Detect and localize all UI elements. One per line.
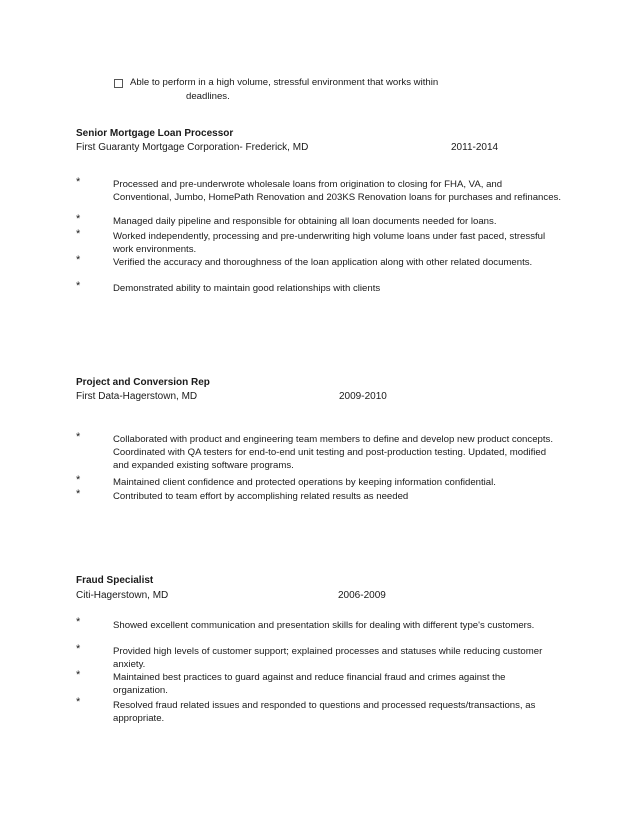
job-dates: 2011-2014 xyxy=(451,142,499,153)
job-dates: 2009-2010 xyxy=(339,391,387,402)
bullet-marker: * xyxy=(76,254,81,266)
checkbox-bullet-icon xyxy=(114,79,123,88)
job-company: Citi-Hagerstown, MD xyxy=(76,590,169,601)
job-bullet: Collaborated with product and engineering team members to define and develop new product concepts. Coordinated with QA testers for end-to-end unit testing and post-production testing. Updated, modified and expanded existing software programs. xyxy=(113,434,553,471)
bullet-marker: * xyxy=(76,176,81,188)
job-bullet: Worked independently, processing and pre-underwriting high volume loans under fast paced, stressful work environments. xyxy=(113,231,546,255)
job-dates: 2006-2009 xyxy=(338,590,386,601)
job-bullet: Maintained best practices to guard against and reduce financial fraud and crimes against the organization. xyxy=(113,672,506,696)
bullet-marker: * xyxy=(76,616,81,628)
bullet-marker: * xyxy=(76,488,81,500)
bullet-marker: * xyxy=(76,213,81,225)
job-bullet: Managed daily pipeline and responsible for obtaining all loan documents needed for loans. xyxy=(113,216,497,227)
job-bullet: Contributed to team effort by accomplishing related results as needed xyxy=(113,491,409,502)
bullet-marker: * xyxy=(76,643,81,655)
job-bullet: Demonstrated ability to maintain good relationships with clients xyxy=(113,283,381,294)
job-bullet: Verified the accuracy and thoroughness of the loan application along with other related documents. xyxy=(113,257,533,268)
job-title: Senior Mortgage Loan Processor xyxy=(76,128,234,139)
bullet-marker: * xyxy=(76,696,81,708)
bullet-marker: * xyxy=(76,474,81,486)
job-bullet: Maintained client confidence and protected operations by keeping information confidential. xyxy=(113,477,496,488)
job-bullet: Provided high levels of customer support; explained processes and statuses while reducing customer anxiety. xyxy=(113,646,543,670)
intro-line-1: Able to perform in a high volume, stressful environment that works within xyxy=(130,77,439,88)
bullet-marker: * xyxy=(76,669,81,681)
intro-line-2: deadlines. xyxy=(186,91,230,102)
job-bullet: Resolved fraud related issues and responded to questions and processed requests/transactions, as appropriate. xyxy=(113,700,536,724)
bullet-marker: * xyxy=(76,431,81,443)
bullet-marker: * xyxy=(76,280,81,292)
job-title: Project and Conversion Rep xyxy=(76,377,210,388)
job-company: First Guaranty Mortgage Corporation- Frederick, MD xyxy=(76,142,309,153)
job-title: Fraud Specialist xyxy=(76,575,154,586)
job-company: First Data-Hagerstown, MD xyxy=(76,391,198,402)
bullet-marker: * xyxy=(76,228,81,240)
job-bullet: Showed excellent communication and presentation skills for dealing with different type's customers. xyxy=(113,620,535,631)
job-bullet: Processed and pre-underwrote wholesale loans from origination to closing for FHA, VA, and Conventional, Jumbo, HomePath Renovation and 203KS Renovation loans for purchases and refinances. xyxy=(113,179,561,203)
